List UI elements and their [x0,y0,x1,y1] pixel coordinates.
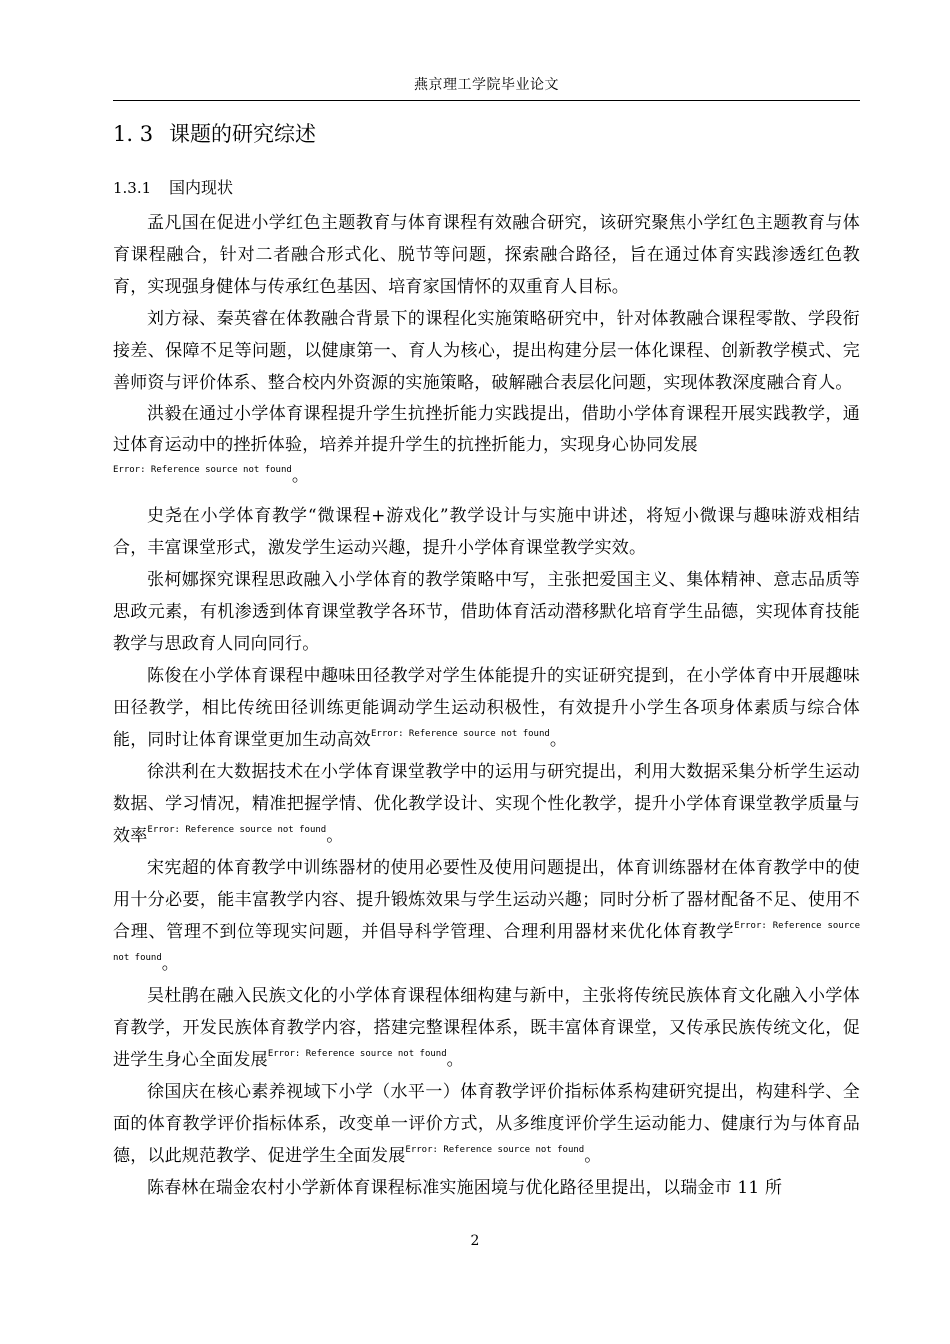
paragraph [113,399,860,492]
paragraph-tail: 。 [326,826,344,846]
subsection-heading [113,175,233,198]
paragraph-text: 洪毅在通过小学体育课程提升学生抗挫折能力实践提出，借助小学体育课程开展实践教学，通过体育运动中的挫折体验，培养并提升学生的抗挫折能力，实现身心协同发展 [113,404,860,455]
paragraph-text: 徐国庆在核心素养视域下小学（水平一）体育教学评价指标体系构建研究提出，构建科学、全面的体育教学评价指标体系，改变单一评价方式，从多维度评价学生运动能力、健康行为与体育品德，以此规范教学、促进学生全面发展 [113,1082,860,1166]
subsection-title: 国内现状 [169,178,234,197]
paragraph-tail: 。 [291,466,310,486]
reference-error: Error: Reference source not found [113,921,861,963]
reference-error: Error: Reference source not found [147,825,327,835]
paragraph-text: 吴杜鹃在融入民族文化的小学体育课程体细构建与新中，主张将传统民族体育文化融入小学体育教学，开发民族体育教学内容，搭建完整课程体系，既丰富体育课堂，又传承民族传统文化，促进学生身心全面发展 [113,986,860,1070]
page-header: 燕京理工学院毕业论文 [414,77,559,93]
body-text [113,207,860,1204]
paragraph [113,756,860,852]
section-number: 1. 3 [113,122,154,146]
header-rule [113,100,860,101]
paragraph-tail: 。 [161,954,179,974]
paragraph [113,852,860,980]
paragraph [113,660,860,756]
reference-error: Error: Reference source not found [405,1145,585,1155]
section-title: 课题的研究综述 [169,122,316,146]
paragraph [113,564,860,660]
paragraph-tail: 。 [584,1146,602,1166]
paragraph-text: 刘方禄、秦英睿在体教融合背景下的课程化实施策略研究中，针对体教融合课程零散、学段衔接差、保障不足等问题，以健康第一、育人为核心，提出构建分层一体化课程、创新教学模式、完善师资与评价体系、整合校内外资源的实施策略，破解融合表层化问题，实现体教深度融合育人。 [113,309,860,393]
reference-error: Error: Reference source not found [113,465,292,475]
paragraph-text: 史尧在小学体育教学“微课程+游戏化”教学设计与实施中讲述，将短小微课与趣味游戏相结合，丰富课堂形式，激发学生运动兴趣，提升小学体育课堂教学实效。 [113,506,860,558]
paragraph [113,980,860,1076]
paragraph-text: 陈春林在瑞金农村小学新体育课程标准实施困境与优化路径里提出，以瑞金市 11 所 [147,1178,783,1198]
paragraph-tail: 。 [446,1050,464,1070]
paragraph-text: 孟凡国在促进小学红色主题教育与体育课程有效融合研究，该研究聚焦小学红色主题教育与体育课程融合，针对二者融合形式化、脱节等问题，探索融合路径，旨在通过体育实践渗透红色教育，实现强身健体与传承红色基因、培育家国情怀的双重育人目标。 [113,213,860,297]
paragraph-tail: 。 [549,730,568,750]
paragraph [113,303,860,399]
subsection-number: 1.3.1 [113,179,152,197]
paragraph [113,1076,860,1172]
reference-error: Error: Reference source not found [371,729,550,739]
paragraph [113,1172,860,1204]
paragraph-text: 徐洪利在大数据技术在小学体育课堂教学中的运用与研究提出，利用大数据采集分析学生运动数据、学习情况，精准把握学情、优化教学设计、实现个性化教学，提升小学体育课堂教学质量与效率 [113,762,860,846]
paragraph-text: 宋宪超的体育教学中训练器材的使用必要性及使用问题提出，体育训练器材在体育教学中的使用十分必要，能丰富教学内容、提升锻炼效果与学生运动兴趣；同时分析了器材配备不足、使用不合理、管理不到位等现实问题，并倡导科学管理、合理利用器材来优化体育教学 [113,858,860,942]
section-heading [113,118,316,148]
paragraph [113,500,860,564]
page-number: 2 [470,1233,480,1249]
paragraph-text: 张柯娜探究课程思政融入小学体育的教学策略中写，主张把爱国主义、集体精神、意志品质等思政元素，有机渗透到体育课堂教学各环节，借助体育活动潜移默化培育学生品德，实现体育技能教学与思政育人同向同行。 [113,570,860,654]
reference-error: Error: Reference source not found [267,1049,447,1059]
paragraph-text: 陈俊在小学体育课程中趣味田径教学对学生体能提升的实证研究提到，在小学体育中开展趣味田径教学，相比传统田径训练更能调动学生运动积极性，有效提升小学生各项身体素质与综合体能，同时让体育课堂更加生动高效 [113,666,860,750]
paragraph [113,207,860,303]
